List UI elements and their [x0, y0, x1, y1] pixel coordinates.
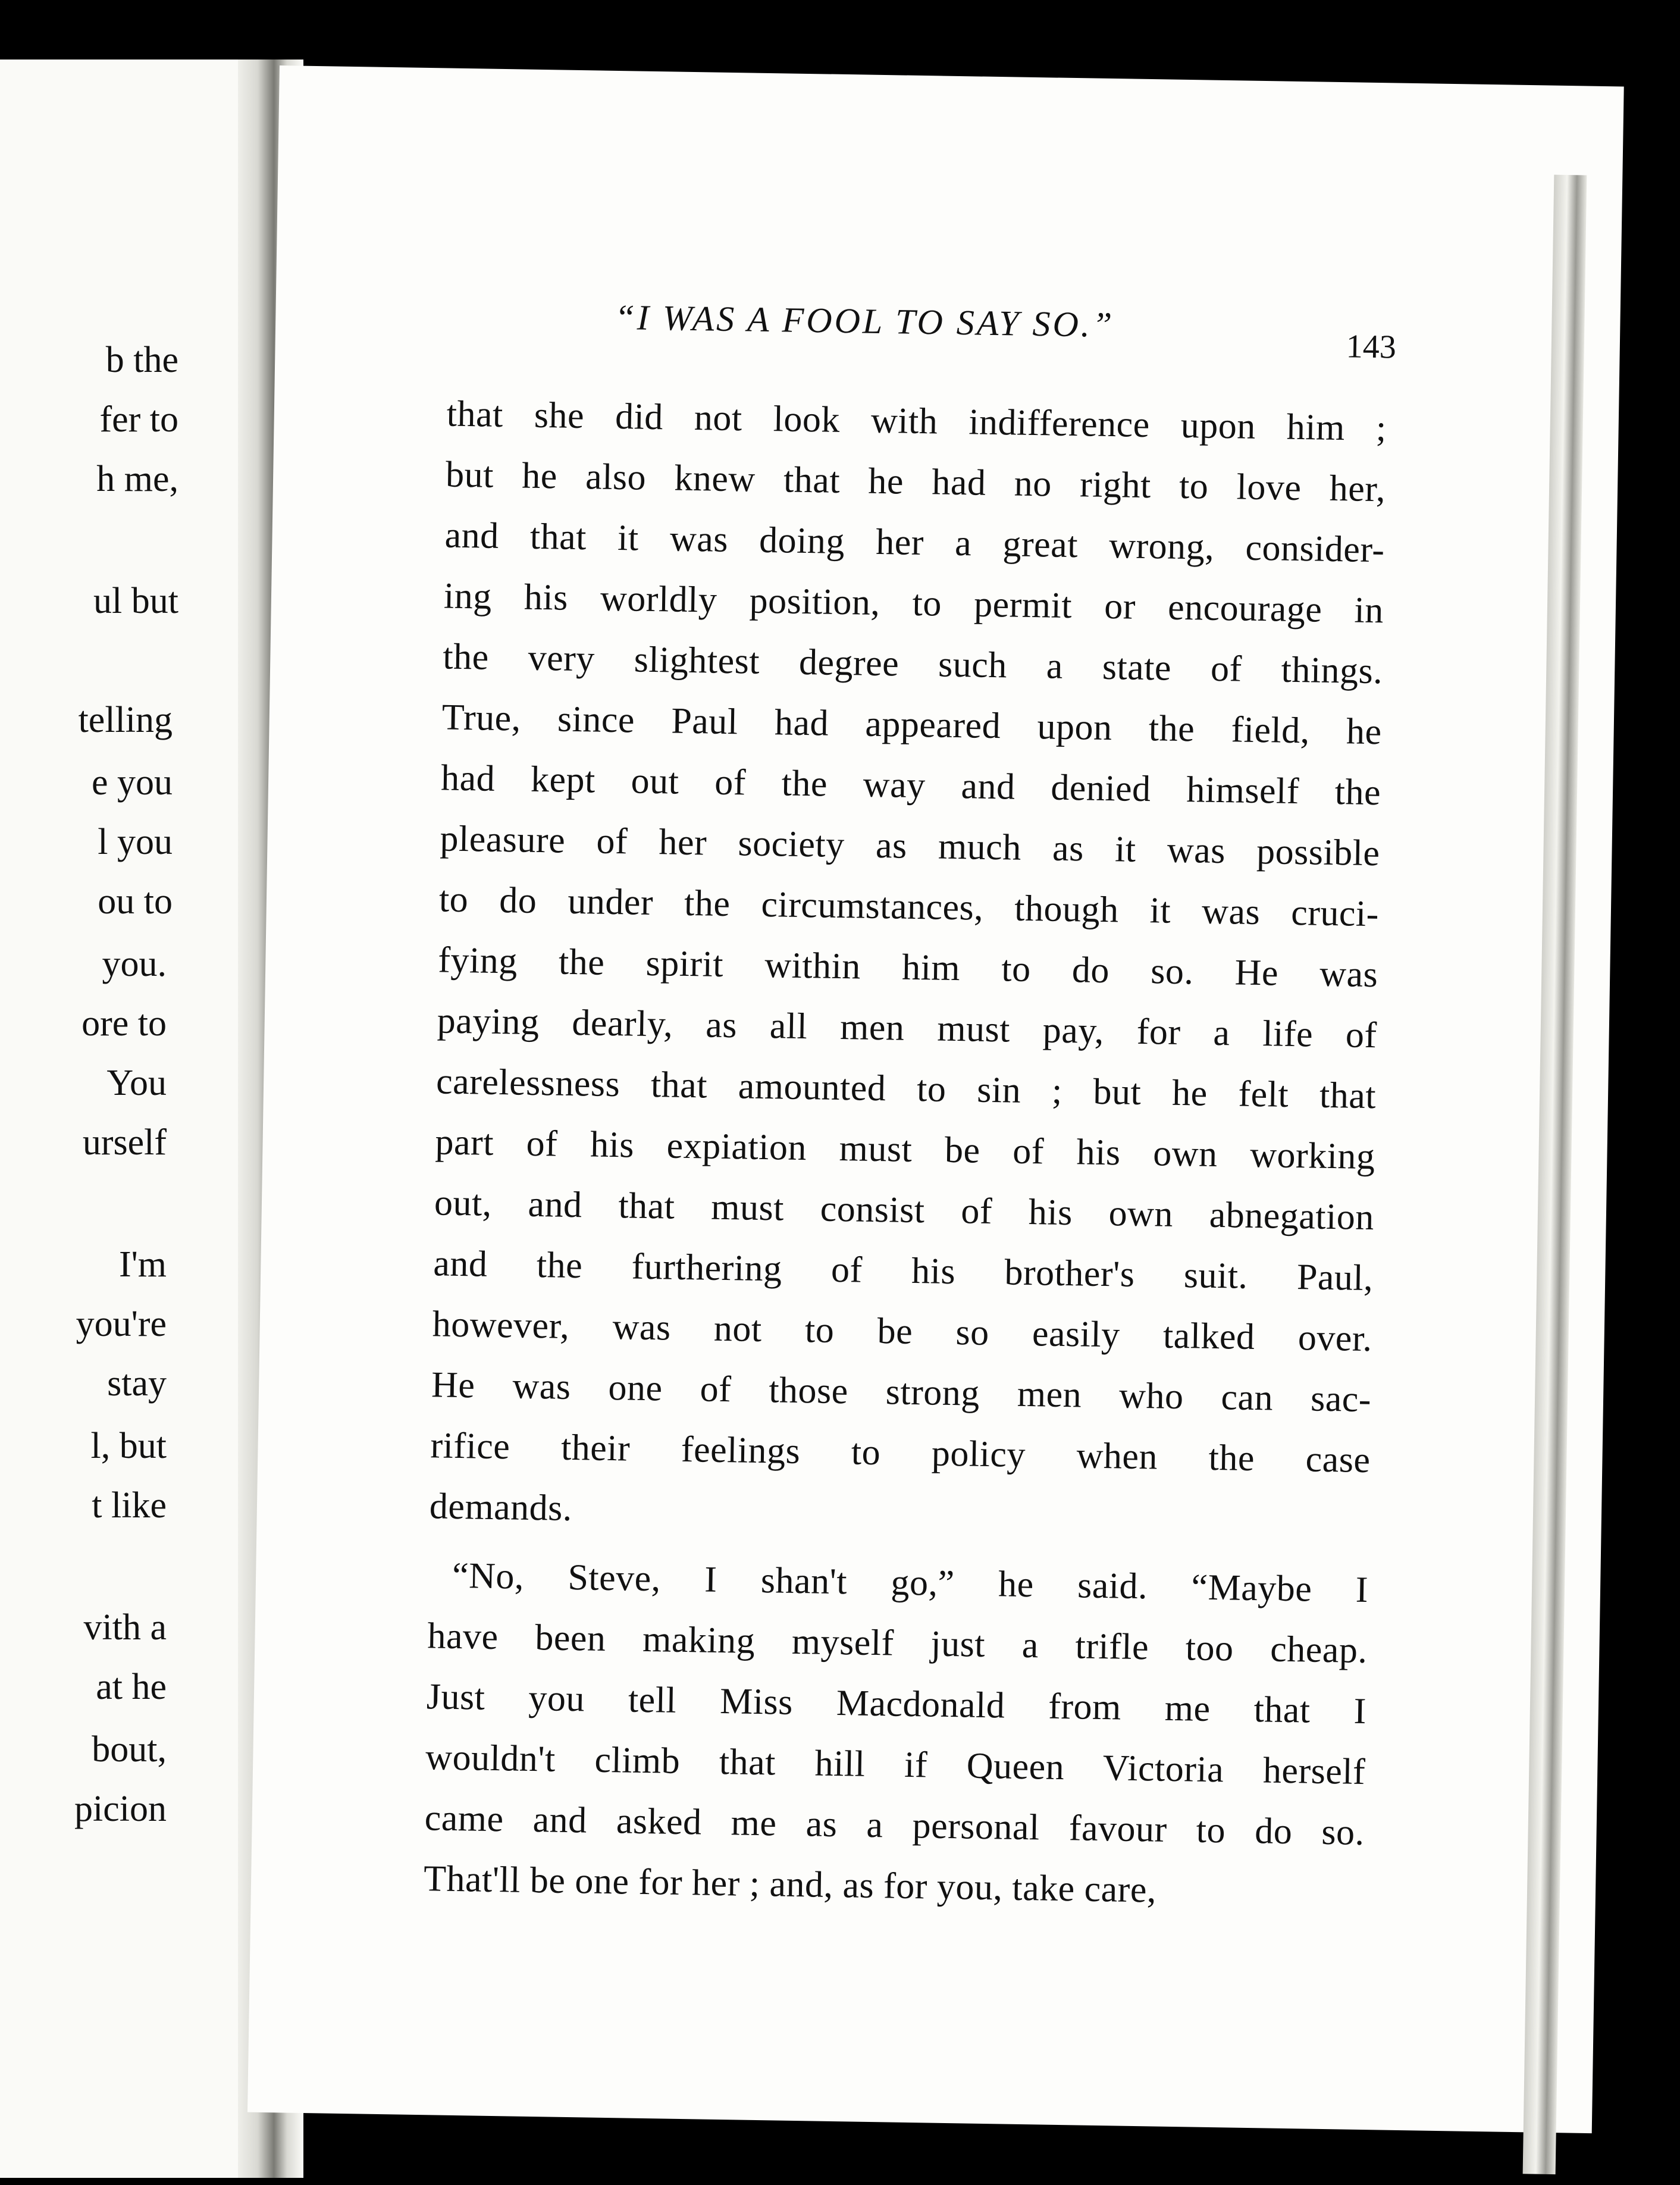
left-page-fragment: h me,	[96, 459, 178, 499]
text-line: paying dearly, as all men must pay, for a life of	[437, 1000, 1378, 1056]
left-page-fragment: I'm	[118, 1244, 167, 1285]
text-line: wouldn't climb that hill if Queen Victoria herself	[425, 1737, 1366, 1793]
text-line: have been making myself just a trifle too cheap.	[427, 1616, 1368, 1671]
text-line: the very slightest degree such a state of things.	[442, 636, 1383, 692]
text-line: to do under the circumstances, though it was cruci-	[438, 879, 1380, 935]
page-number: 143	[1346, 328, 1397, 366]
text-line: fying the spirit within him to do so. He was	[437, 940, 1378, 996]
text-line: That'll be one for her ; and, as for you, take care,	[423, 1858, 1157, 1911]
left-page-fragment: picion	[74, 1789, 167, 1829]
paragraph-1	[429, 383, 1387, 1551]
text-line: and the furthering of his brother's suit. Paul,	[432, 1243, 1374, 1299]
text-line: part of his expiation must be of his own working	[435, 1122, 1375, 1178]
text-line: “No, Steve, I shan't go,” he said. “Maybe I	[452, 1555, 1369, 1611]
left-page-fragment: you.	[102, 944, 167, 984]
text-line: and that it was doing her a great wrong, consider-	[444, 515, 1385, 571]
text-line: however, was not to be so easily talked over.	[432, 1304, 1373, 1360]
left-page-fragment: You	[106, 1063, 167, 1103]
text-line: but he also knew that he had no right to love her,	[445, 454, 1386, 510]
left-page-fragment: ou to	[98, 881, 173, 922]
text-line: ing his worldly position, to permit or encourage in	[443, 575, 1384, 631]
text-line: out, and that must consist of his own abnegation	[434, 1182, 1375, 1238]
body-text	[423, 383, 1387, 1924]
text-line: came and asked me as a personal favour to do so.	[424, 1798, 1365, 1854]
page-edge	[1523, 175, 1587, 2174]
text-line: demands.	[429, 1486, 573, 1529]
left-page-fragment: at he	[96, 1667, 167, 1707]
left-page-fragment: fer to	[99, 399, 178, 440]
left-page-fragment: b the	[105, 340, 178, 380]
text-line: True, since Paul had appeared upon the field, he	[441, 697, 1383, 753]
left-page-fragment: urself	[82, 1122, 167, 1163]
left-page-fragment: l, but	[90, 1426, 167, 1466]
left-page-fragment: vith a	[83, 1607, 167, 1648]
text-line: carelessness that amounted to sin ; but he felt that	[435, 1061, 1377, 1117]
left-page-fragment: telling	[78, 700, 173, 740]
text-line: pleasure of her society as much as it was possible	[440, 818, 1380, 874]
left-page-fragment: you're	[76, 1304, 167, 1344]
text-line: Just you tell Miss Macdonald from me that I	[426, 1676, 1367, 1732]
text-line: that she did not look with indifference upon him ;	[446, 393, 1387, 449]
text-line: rifice their feelings to policy when the case	[430, 1425, 1371, 1481]
text-line: had kept out of the way and denied himself the	[440, 757, 1381, 813]
paragraph-2	[423, 1545, 1368, 1924]
right-page	[247, 65, 1624, 2133]
left-page-fragment: t like	[92, 1485, 167, 1526]
text-line: He was one of those strong men who can sac-	[431, 1364, 1372, 1420]
running-head: “I WAS A FOOL TO SAY SO.”	[614, 297, 1115, 345]
left-page-fragment: ul but	[93, 581, 178, 621]
left-page-fragment: ore to	[82, 1003, 167, 1044]
left-page-fragment: l you	[98, 822, 173, 862]
left-page-fragment: stay	[107, 1363, 167, 1404]
left-page-fragment: e you	[91, 762, 173, 803]
left-page-fragment: bout,	[92, 1729, 167, 1770]
